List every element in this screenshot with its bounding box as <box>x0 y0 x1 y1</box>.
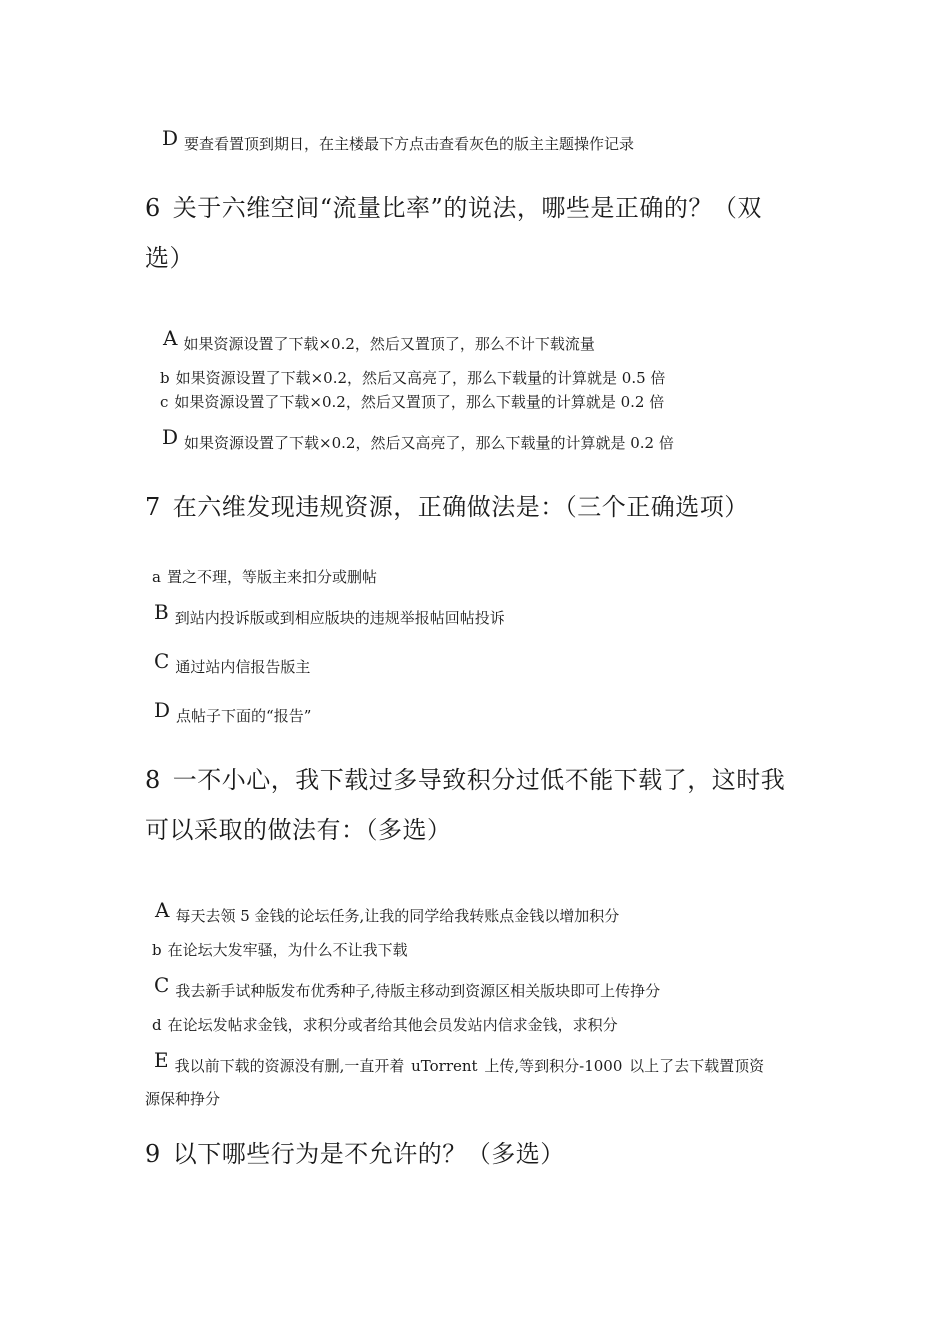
option-text: 在论坛发帖求金钱，求积分或者给其他会员发站内信求金钱，求积分 <box>167 1016 618 1034</box>
option-letter: c <box>160 393 169 411</box>
option-text-continued: 源保种挣分 <box>145 1090 221 1108</box>
q7-title <box>145 492 749 522</box>
q6-option-b <box>160 368 665 388</box>
option-text: 在论坛大发牢骚，为什么不让我下载 <box>167 941 408 959</box>
option-text: 如果资源设置了下载×0.2，然后又高亮了，那么下载量的计算就是 0.5 倍 <box>175 369 666 387</box>
option-letter: D <box>162 126 179 150</box>
option-text: 置之不理，等版主来扣分或删帖 <box>166 568 377 586</box>
question-number: 6 <box>145 194 161 222</box>
q8-option-b <box>152 940 408 960</box>
question-text: 以下哪些行为是不允许的？（多选） <box>172 1140 565 1168</box>
q8-option-a <box>155 898 620 926</box>
option-letter: b <box>152 941 162 959</box>
q7-option-d <box>154 698 312 726</box>
q6-option-d <box>162 425 674 453</box>
question-number: 7 <box>145 493 161 521</box>
option-letter: A <box>155 898 170 922</box>
q8-option-e-continuation <box>145 1089 220 1109</box>
option-letter: d <box>152 1016 162 1034</box>
option-letter: B <box>154 600 169 624</box>
option-text: 我以前下载的资源没有删,一直开着 uTorrent 上传,等到积分-1000 以上了去下载置顶资 <box>174 1057 765 1075</box>
q8-option-c <box>154 973 661 1001</box>
option-letter: a <box>152 568 161 586</box>
q7-option-c <box>154 649 311 677</box>
option-letter: E <box>154 1048 169 1072</box>
question-text: 选） <box>145 244 194 272</box>
question-text: 在六维发现违规资源，正确做法是：（三个正确选项） <box>172 493 749 521</box>
option-letter: A <box>163 326 178 350</box>
option-text: 每天去领 5 金钱的论坛任务,让我的同学给我转账点金钱以增加积分 <box>175 907 620 925</box>
q6-option-c <box>160 392 664 412</box>
option-text: 如果资源设置了下载×0.2，然后又高亮了，那么下载量的计算就是 0.2 倍 <box>184 434 674 452</box>
q5-option-d <box>162 126 635 154</box>
q7-option-b <box>154 600 505 628</box>
option-text: 我去新手试种版发布优秀种子,待版主移动到资源区相关版块即可上传挣分 <box>175 982 661 1000</box>
option-text: 如果资源设置了下载×0.2，然后又置顶了，那么下载量的计算就是 0.2 倍 <box>174 393 665 411</box>
option-text: 要查看置顶到期日，在主楼最下方点击查看灰色的版主主题操作记录 <box>184 135 635 153</box>
question-text: 可以采取的做法有：（多选） <box>145 816 452 844</box>
question-number: 9 <box>145 1140 161 1168</box>
q6-title-line1 <box>145 193 762 223</box>
question-text: 一不小心，我下载过多导致积分过低不能下载了，这时我 <box>172 766 786 794</box>
option-letter: D <box>162 425 179 449</box>
q8-option-d <box>152 1015 618 1035</box>
question-text: 关于六维空间“流量比率”的说法，哪些是正确的？（双 <box>172 194 762 222</box>
option-letter: C <box>154 649 170 673</box>
q6-title-line2 <box>145 243 194 273</box>
option-text: 到站内投诉版或到相应版块的违规举报帖回帖投诉 <box>174 609 505 627</box>
q7-option-a <box>152 567 377 587</box>
q8-option-e <box>154 1048 765 1076</box>
option-letter: C <box>154 973 170 997</box>
q9-title <box>145 1139 565 1169</box>
q8-title-line2 <box>145 815 452 845</box>
q6-option-a <box>163 326 595 354</box>
question-number: 8 <box>145 766 161 794</box>
q8-title-line1 <box>145 765 785 795</box>
option-letter: D <box>154 698 171 722</box>
option-text: 通过站内信报告版主 <box>175 658 311 676</box>
option-letter: b <box>160 369 170 387</box>
option-text: 如果资源设置了下载×0.2，然后又置顶了，那么不计下载流量 <box>183 335 595 353</box>
option-text: 点帖子下面的“报告” <box>176 707 312 725</box>
